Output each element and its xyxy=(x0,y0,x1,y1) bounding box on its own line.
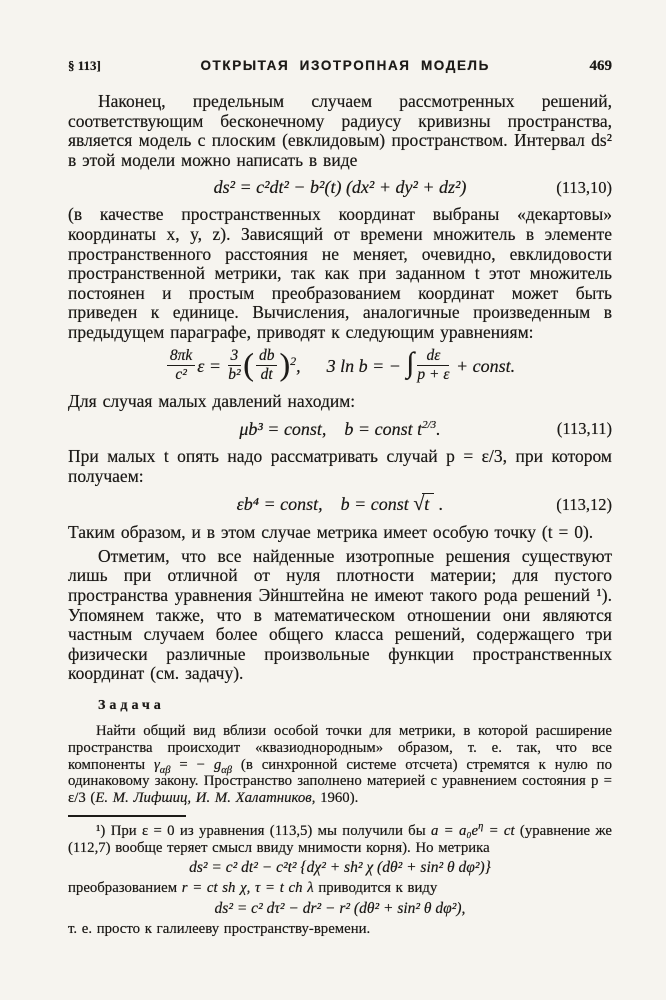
paragraph-coordinates: (в качестве пространственных координат выбраны «декартовы» координаты x, y, z). Зависящий от времени множитель в элементе пространственного расстояния не меняет, очевидно, евклидовости пространственной метрики, так как при заданном t этот множитель постоянен и простым преобразованием координат может быть приведен к единице. Вычисления, аналогичные произведенным в предыдущем параграфе, приводят к следующим уравнениям: xyxy=(68,204,612,342)
equation-113-11-formula xyxy=(239,419,440,439)
equation-system xyxy=(68,346,612,386)
close-paren: ) xyxy=(279,346,291,383)
footnote-marker: ¹) xyxy=(96,822,111,839)
sqrt-argument: t xyxy=(422,493,434,514)
footnote-equation-1: ds² = c² dt² − c²t² {dχ² + sh² χ (dθ² + sin² θ dφ²)} xyxy=(189,859,491,877)
footnote-text-4: приводится к виду xyxy=(313,880,438,897)
gamma-subscript: αβ xyxy=(159,764,171,776)
equation-113-11 xyxy=(68,419,612,440)
footnote-paragraph-2 xyxy=(68,880,612,897)
equation-113-12 xyxy=(68,493,612,516)
equation-113-10-number: (113,10) xyxy=(556,177,612,197)
equation-113-12-number: (113,12) xyxy=(556,494,612,514)
equation-113-12-formula xyxy=(237,494,444,514)
paragraph-singular-point: Таким образом, и в этом случае метрика имеет особую точку (t = 0). xyxy=(68,522,594,543)
formula-period: . xyxy=(434,494,444,515)
relation-sign: = − xyxy=(170,756,214,773)
footnote-math-rest: = ct xyxy=(483,822,515,839)
paragraph-remark: Отметим, что все найденные изотропные решения существуют лишь при отличной от нуля плотности материи; для пустого пространства уравнения Эйнштейна не имеют такого рода решений ¹). Упомянем также, что в математическом отношении они являются частным случаем более общего класса решений, содержащего три физически различные произвольные функции пространственных координат (см. задачу). xyxy=(68,545,612,684)
fraction-denominator: c² xyxy=(175,365,187,383)
fraction-denominator: dt xyxy=(260,365,273,383)
task-authors: Е. М. Лифшиц, И. М. Халатников xyxy=(95,790,312,807)
formula-body: εb⁴ = const, b = const xyxy=(236,494,414,515)
comma-separator: , xyxy=(296,355,301,376)
fraction-numerator: 8πk xyxy=(167,348,195,366)
equation-113-10 xyxy=(68,177,612,198)
footnote-paragraph-3: т. е. просто к галилееву пространству-времени. xyxy=(68,921,371,938)
running-title: ОТКРЫТАЯ ИЗОТРОПНАЯ МОДЕЛЬ xyxy=(200,58,490,73)
running-header xyxy=(68,58,612,75)
fraction-3-over-b2 xyxy=(228,348,242,384)
fraction-db-over-dt xyxy=(256,348,278,384)
exponent-two-thirds: 2/3 xyxy=(422,418,437,431)
eta-superscript: η xyxy=(478,820,484,832)
footnote-math-base: a = a₀e xyxy=(430,822,479,839)
g-subscript: αβ xyxy=(221,764,233,776)
footnote-rule xyxy=(68,815,186,817)
footnote-text-1: При ε = 0 из уравнения (113,5) мы получили бы xyxy=(110,822,431,839)
footnote-text-2: (уравнение же (112,7) вообще теряет смысл ввиду мнимости корня). Но метрика xyxy=(68,822,612,856)
gamma-variable: γ xyxy=(153,756,160,773)
fraction-de-over-p-plus-e xyxy=(417,348,449,384)
fraction-numerator: dε xyxy=(417,348,449,366)
equation-113-10-formula: ds² = c²dt² − b²(t) (dx² + dy² + dz²) xyxy=(213,177,467,198)
paragraph-intro: Наконец, предельным случаем рассмотренных решений, соответствующим бесконечному радиусу кривизны пространства, является модель с плоским (евклидовым) пространством. Интервал ds² в этой модели можно написать в виде xyxy=(68,91,612,170)
open-paren: ( xyxy=(243,346,254,383)
paragraph-small-t: При малых t опять надо рассматривать случай p = ε/3, при котором получаем: xyxy=(68,445,612,486)
g-variable: g xyxy=(213,756,222,773)
task-text-before: Найти общий вид вблизи особой точки для метрики, в которой расширение пространства происходит «квазиоднородным» образом, т. е. так, что все компоненты xyxy=(68,722,612,773)
footnote-paragraph-1 xyxy=(68,820,612,857)
page-number: 469 xyxy=(589,58,612,74)
second-equation-tail: + const. xyxy=(455,355,516,376)
fraction-denominator: b² xyxy=(228,365,241,383)
equals-sign: = xyxy=(208,355,222,376)
formula-body: μb³ = const, b = const t xyxy=(239,418,423,439)
formula-period: . xyxy=(436,418,441,439)
task-heading: Задача xyxy=(98,697,165,713)
task-year: , 1960). xyxy=(311,790,359,807)
equation-113-11-number: (113,11) xyxy=(556,419,612,439)
footnote xyxy=(68,820,612,938)
footnote-equation-2: ds² = c² dτ² − dr² − r² (dθ² + sin² θ dφ²), xyxy=(214,900,466,918)
section-marker: § 113] xyxy=(68,58,101,73)
paragraph-small-pressure: Для случая малых давлений находим: xyxy=(68,391,356,412)
epsilon-variable: ε xyxy=(197,355,205,376)
squared-exponent: 2 xyxy=(290,353,297,368)
integral-sign: ∫ xyxy=(406,346,415,379)
fraction-numerator: db xyxy=(256,348,278,366)
task-paragraph xyxy=(68,723,612,807)
fraction-numerator: 3 xyxy=(228,348,242,366)
fraction-8pik-over-c2 xyxy=(167,348,195,384)
fraction-denominator: p + ε xyxy=(417,365,450,383)
footnote-text-3: преобразованием xyxy=(68,880,182,897)
task-text-after: (в синхронной системе отсчета) стремятся к нулю по одинаковому закону. Пространство заполнено материей с уравнением состояния p = ε/3 ( xyxy=(68,756,612,807)
sqrt-icon: √ xyxy=(413,493,425,516)
footnote-transform-math: r = ct sh χ, τ = t ch λ xyxy=(181,880,314,897)
second-equation-lhs: 3 ln b = − xyxy=(326,355,401,376)
